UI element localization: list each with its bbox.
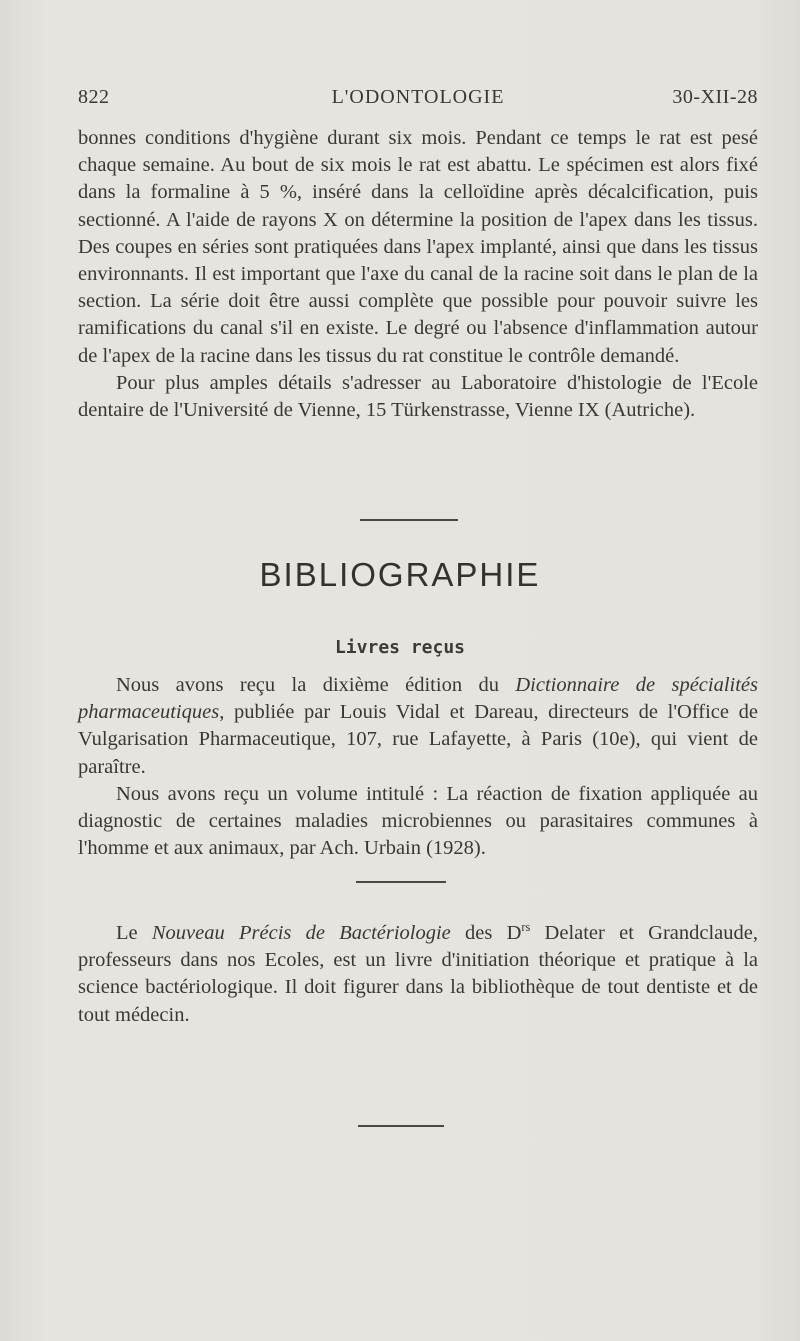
books-received xyxy=(78,672,758,862)
address-paragraph: Pour plus amples détails s'adresser au Laboratoire d'histologie de l'Ecole dentaire de l'Université de Vienne, 15 Türkenstrasse, Vienne IX (Autriche). xyxy=(78,371,758,422)
book3-superscript: rs xyxy=(521,920,531,935)
body-text-top xyxy=(78,125,758,424)
page-number: 822 xyxy=(78,86,110,108)
divider-rule-2 xyxy=(356,881,446,883)
book-notice-1 xyxy=(78,672,758,781)
book-notice-2: Nous avons reçu un volume intitulé : La réaction de fixation appliquée au diagnostic de certaines maladies microbiennes ou parasitaires communes à l'homme et aux animaux, par Ach. Urbain (1928). xyxy=(78,782,758,860)
divider-rule-3 xyxy=(358,1125,444,1127)
book3-text-mid: des D xyxy=(450,922,522,944)
book-notice-3 xyxy=(78,920,758,1029)
book1-title: Dictionnaire de spécialités pharmaceutiques xyxy=(78,674,758,724)
book-review xyxy=(78,920,758,1029)
book3-title: Nouveau Précis de Bactériologie xyxy=(151,922,451,944)
continued-paragraph: bonnes conditions d'hygiène durant six mois. Pendant ce temps le rat est pesé chaque semaine. Au bout de six mois le rat est abattu. Le spécimen est alors fixé dans la formaline à 5 %, inséré dans la celloïdine après décalcification, puis sectionné. A l'aide de rayons X on détermine la position de l'apex dans les tissus. Des coupes en séries sont pratiquées dans l'apex implanté, ainsi que dans les tissus environnants. Il est important que l'axe du canal de la racine soit dans le plan de la section. La série doit être aussi complète que possible pour pouvoir suivre les ramifications du canal s'il en existe. Le degré ou l'absence d'inflammation autour de l'apex de la racine dans les tissus du rat constitue le contrôle demandé. xyxy=(78,127,758,367)
book1-text-before: Nous avons reçu la dixième édition du xyxy=(116,674,516,696)
section-subheading: Livres reçus xyxy=(334,637,466,658)
journal-title: L'ODONTOLOGIE xyxy=(331,86,505,108)
running-header xyxy=(78,86,758,116)
book3-text-before: Le xyxy=(116,922,152,944)
book1-text-after: , publiée par Louis Vidal et Dareau, directeurs de l'Office de Vulgarisation Pharmaceutique, 107, rue Lafayette, à Paris (10e), qui vient de paraître. xyxy=(78,701,758,778)
section-heading: BIBLIOGRAPHIE xyxy=(259,556,541,593)
divider-rule-1 xyxy=(360,519,458,521)
issue-date: 30-XII-28 xyxy=(672,86,758,108)
book3-text-after: Delater et Grandclaude, professeurs dans nos Ecoles, est un livre d'initiation théorique et pratique à la science bactériologique. Il doit figurer dans la bibliothèque de tout dentiste et de tout médecin. xyxy=(78,922,758,1026)
